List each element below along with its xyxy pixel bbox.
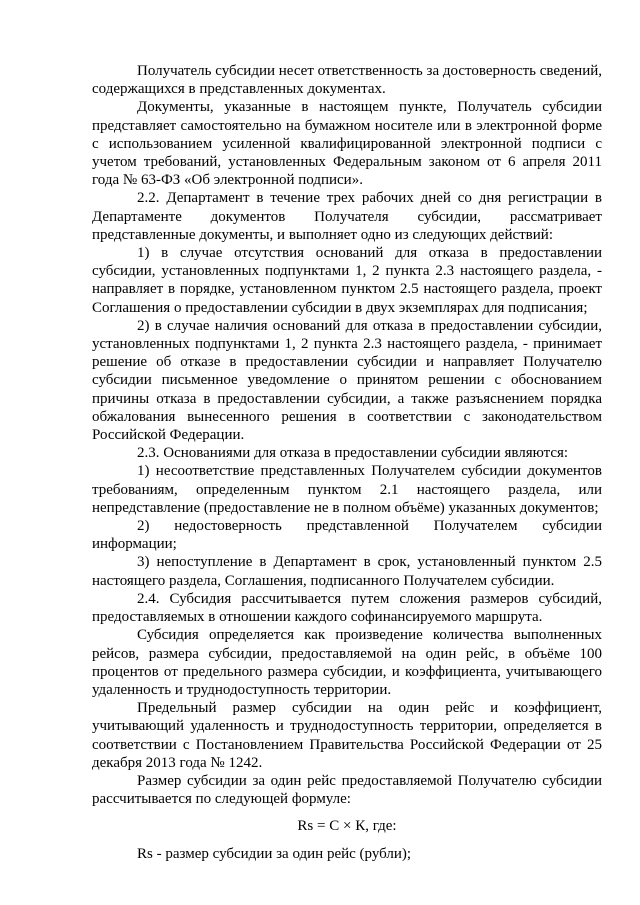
paragraph-documents-submission: Документы, указанные в настоящем пункте, Получатель субсидии представляет самостоятельно на бумажном носителе или в электронной форме с использованием усиленной квалифицированной электронной подписи с учетом требований, установленных Федеральным законом от 6 апреля 2011 года № 63-ФЗ «Об электронной подписи». <box>92 99 602 189</box>
paragraph-2-3: 2.3. Основаниями для отказа в предоставлении субсидии являются: <box>137 445 569 462</box>
paragraph-2-2-item-2: 2) в случае наличия оснований для отказа в предоставлении субсидии, установленных подпунктами 1, 2 пункта 2.3 настоящего раздела, - принимает решение об отказе в предоставлении субсидии и направляет Получателю субсидии письменное уведомление о принятом решении с обоснованием причины отказа в предоставлении субсидии, а также разъяснением порядка обжалования вынесенного решения в соответствии с законодательством Российской Федерации. <box>92 317 602 444</box>
paragraph-limit-size: Предельный размер субсидии на один рейс и коэффициент, учитывающий удаленность и труднодоступность территории, определяется в соответствии с Постановлением Правительства Российской Федерации от 25 декабря 2013 года № 1242. <box>92 700 602 771</box>
formula: Rs = С × К, где: <box>297 818 397 835</box>
paragraph-formula-intro: Размер субсидии за один рейс предоставляемой Получателю субсидии рассчитывается по следующей формуле: <box>92 772 602 808</box>
document-body <box>92 62 602 863</box>
paragraph-2-2: 2.2. Департамент в течение трех рабочих дней со дня регистрации в Департаменте документов Получателя субсидии, рассматривает представленные документы, и выполняет одно из следующих действий: <box>92 190 602 243</box>
paragraph-subsidy-definition: Субсидия определяется как произведение количества выполненных рейсов, размера субсидии, предоставляемой на один рейс, в объёме 100 процентов от предельного размера субсидии, и коэффициента, учитывающего удаленность и труднодоступность территории. <box>92 627 602 698</box>
paragraph-2-2-item-1: 1) в случае отсутствия оснований для отказа в предоставлении субсидии, установленных подпунктами 1, 2 пункта 2.3 настоящего раздела, - направляет в порядке, установленном пунктом 2.5 настоящего раздела, проект Соглашения о предоставлении субсидии в двух экземплярах для подписания; <box>92 245 602 316</box>
paragraph-2-4: 2.4. Субсидия рассчитывается путем сложения размеров субсидий, предоставляемых в отношении каждого софинансируемого маршрута. <box>92 590 602 626</box>
paragraph-2-3-item-3: 3) непоступление в Департамент в срок, установленный пунктом 2.5 настоящего раздела, Соглашения, подписанного Получателем субсидии. <box>92 554 602 589</box>
paragraph-responsibility: Получатель субсидии несет ответственность за достоверность сведений, содержащихся в представленных документах. <box>92 63 602 98</box>
paragraph-rs-definition: Rs - размер субсидии за один рейс (рубли); <box>137 845 412 862</box>
paragraph-2-3-item-2: 2) недостоверность представленной Получателем субсидии информации; <box>92 518 602 553</box>
paragraph-2-3-item-1: 1) несоответствие представленных Получателем субсидии документов требованиям, определенным пунктом 2.1 настоящего раздела, или непредставление (предоставление не в полном объёме) указанных документов; <box>92 463 602 516</box>
